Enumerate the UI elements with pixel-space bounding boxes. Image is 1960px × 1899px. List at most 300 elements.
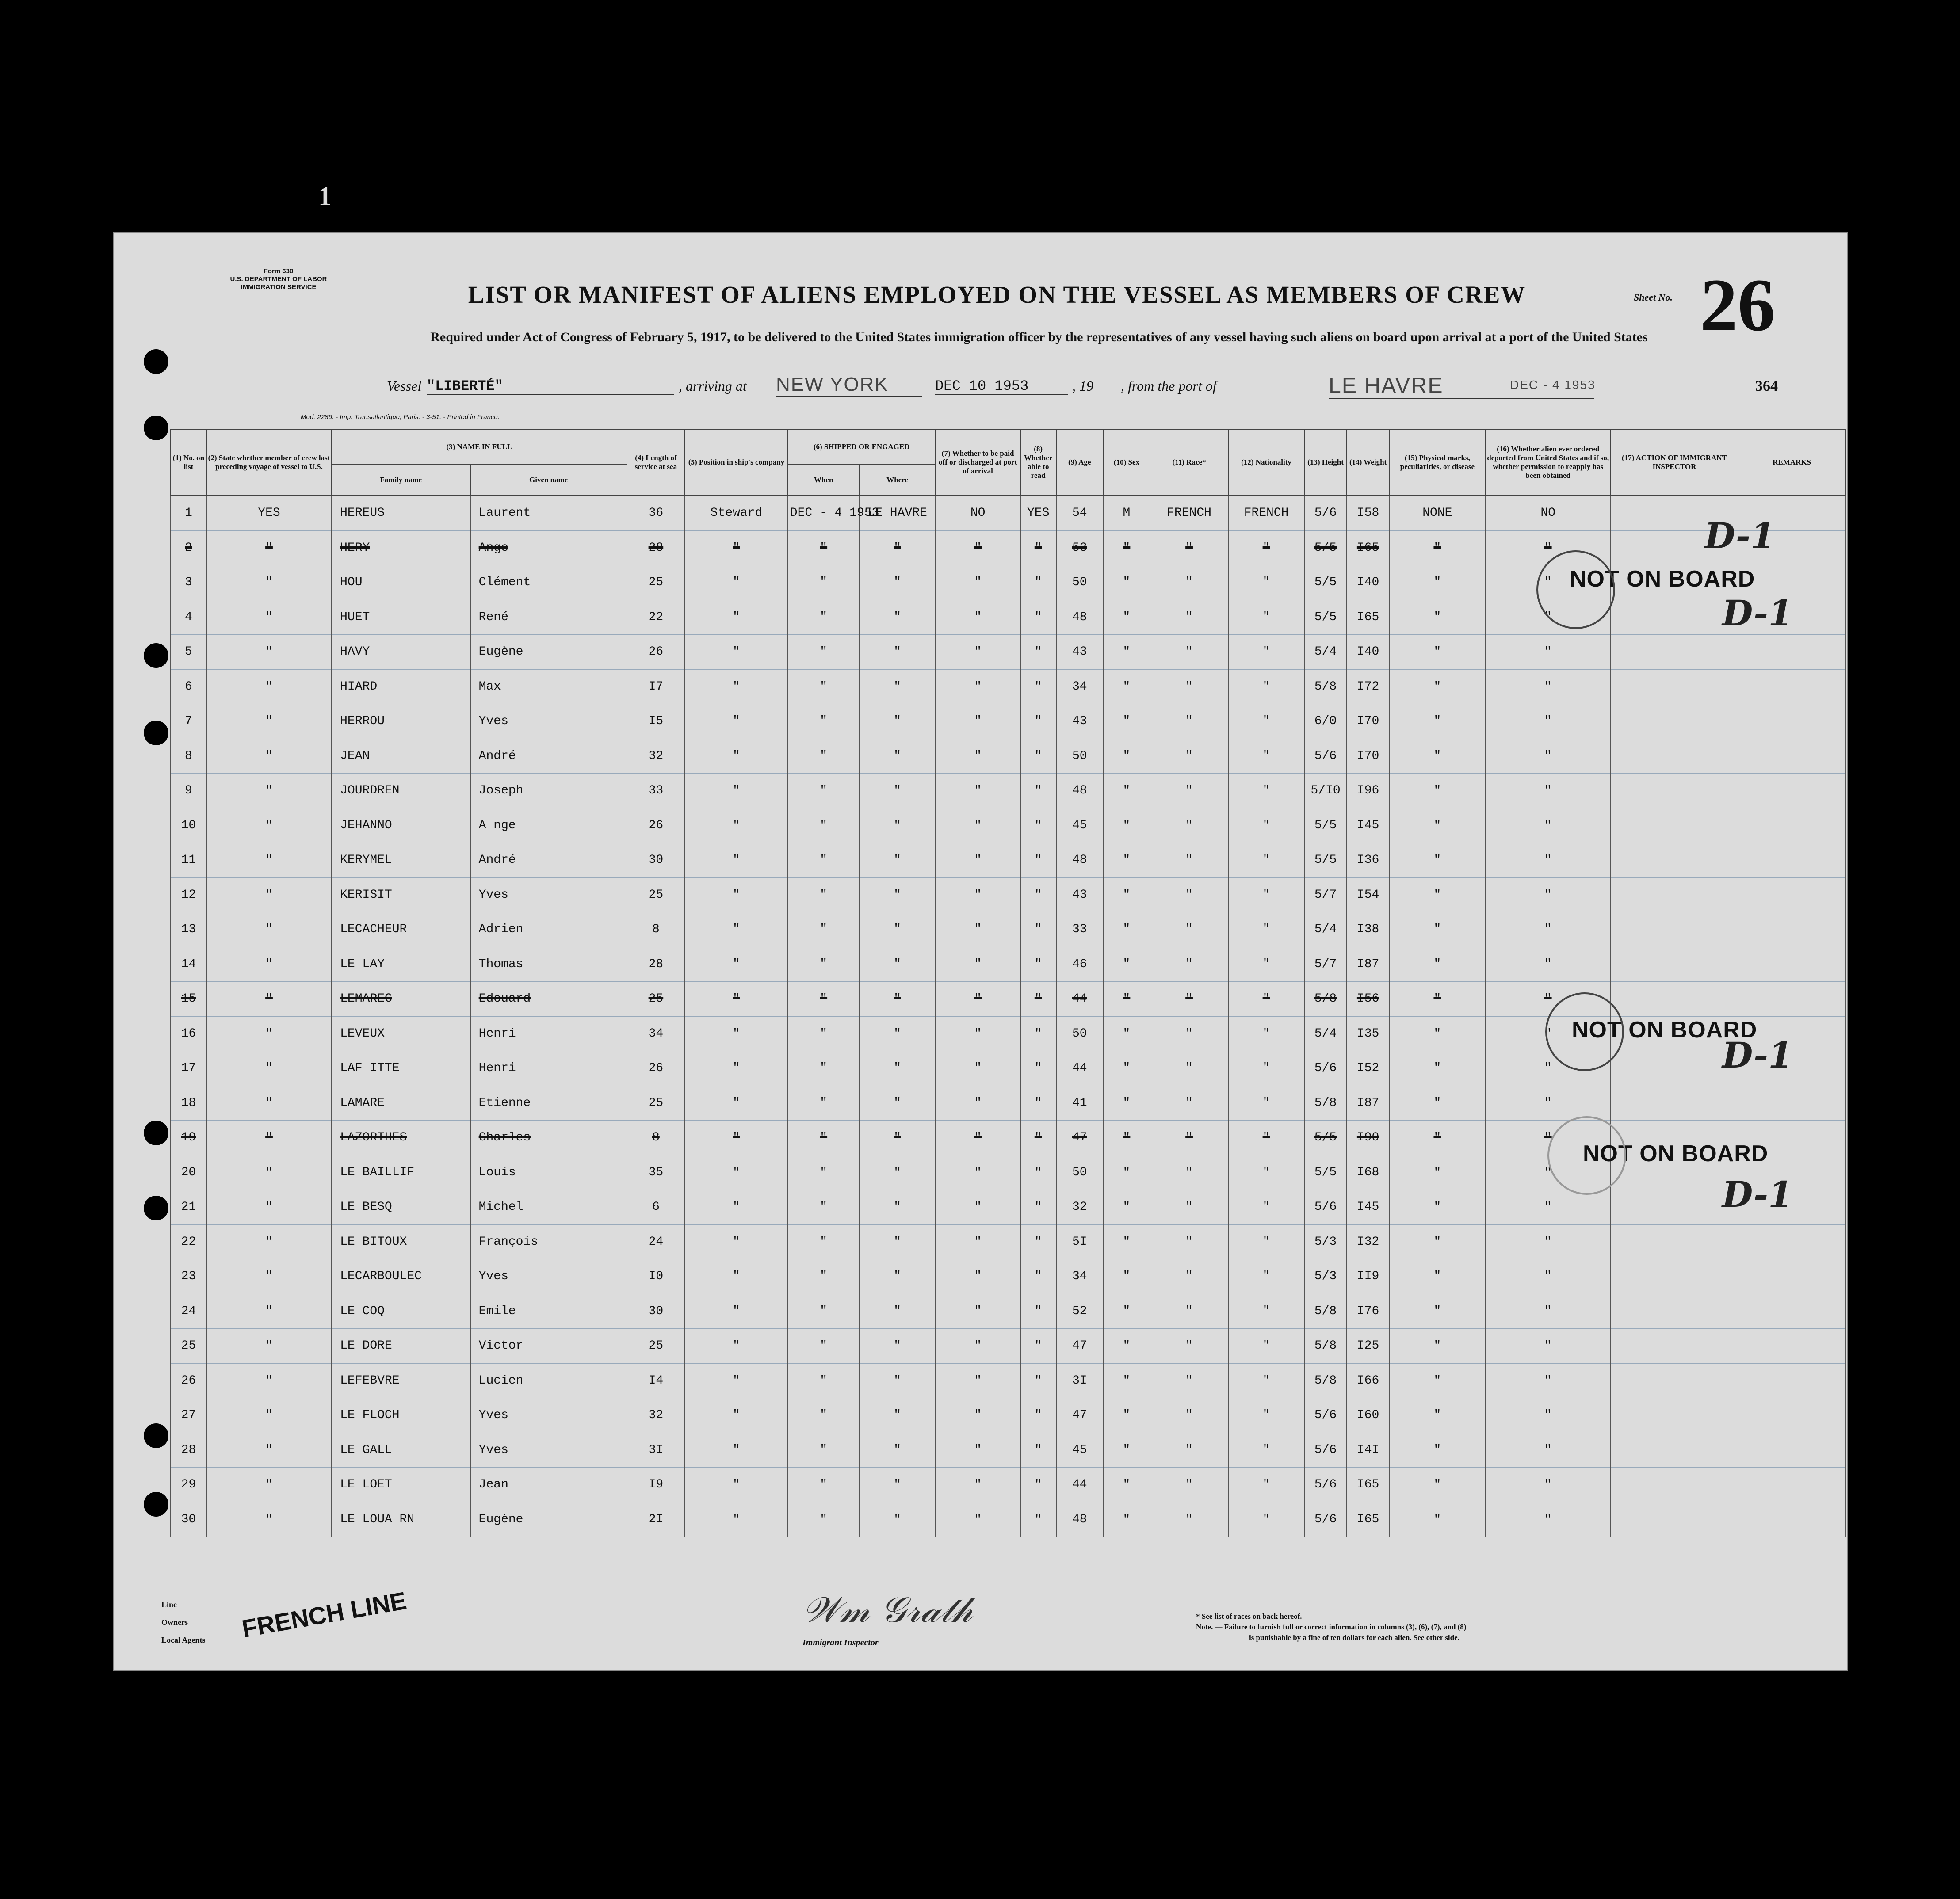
cell-no: 15 <box>171 982 206 1017</box>
cell-no: 16 <box>171 1016 206 1051</box>
cell-height: 5/3 <box>1304 1224 1347 1259</box>
cell-nat: " <box>1228 877 1304 912</box>
cell-when: " <box>788 1329 860 1364</box>
cell-paid: " <box>936 1155 1020 1190</box>
cell-remarks <box>1738 982 1845 1017</box>
cell-nat: " <box>1228 739 1304 774</box>
cell-nat: " <box>1228 1398 1304 1433</box>
crew-row <box>171 496 1845 530</box>
cell-marks: " <box>1389 635 1485 670</box>
cell-sex: " <box>1103 704 1150 739</box>
cell-weight: I65 <box>1347 530 1389 565</box>
cell-age: 44 <box>1056 982 1103 1017</box>
cell-when: " <box>788 739 860 774</box>
cell-read: " <box>1020 947 1056 982</box>
cell-remarks <box>1738 635 1845 670</box>
cell-age: 41 <box>1056 1086 1103 1121</box>
cell-family: LAMARE <box>332 1086 470 1121</box>
inspector-signature: 𝒲𝓂 𝒢𝓇𝒶𝓉𝒽 <box>802 1589 973 1630</box>
cell-service: 25 <box>627 1329 685 1364</box>
cell-sex: " <box>1103 808 1150 843</box>
cell-weight: I87 <box>1347 947 1389 982</box>
cell-sex: M <box>1103 496 1150 530</box>
cell-when: " <box>788 1121 860 1155</box>
cell-remarks <box>1738 774 1845 808</box>
cell-position: " <box>685 774 788 808</box>
cell-read: " <box>1020 1468 1056 1502</box>
crew-row <box>171 1398 1845 1433</box>
cell-deported: " <box>1486 1086 1611 1121</box>
cell-given: Michel <box>470 1190 627 1225</box>
cell-where: " <box>860 1190 936 1225</box>
cell-prev: " <box>206 1294 332 1329</box>
cell-service: 26 <box>627 635 685 670</box>
cell-where: " <box>860 1016 936 1051</box>
cell-paid: " <box>936 669 1020 704</box>
cell-age: 47 <box>1056 1121 1103 1155</box>
cell-nat: " <box>1228 982 1304 1017</box>
cell-sex: " <box>1103 1086 1150 1121</box>
cell-read: " <box>1020 982 1056 1017</box>
cell-no: 28 <box>171 1433 206 1468</box>
cell-where: " <box>860 704 936 739</box>
cell-marks: " <box>1389 982 1485 1017</box>
cell-no: 6 <box>171 669 206 704</box>
cell-race: " <box>1150 877 1228 912</box>
cell-read: " <box>1020 1329 1056 1364</box>
cell-prev: " <box>206 774 332 808</box>
cell-height: 5/5 <box>1304 1155 1347 1190</box>
not-on-board-stamp: NOT ON BOARD <box>1572 1017 1758 1043</box>
cell-read: " <box>1020 843 1056 878</box>
cell-given: Eugène <box>470 635 627 670</box>
cell-remarks <box>1738 1329 1845 1364</box>
cell-marks: " <box>1389 1502 1485 1537</box>
cell-position: " <box>685 600 788 635</box>
cell-family: HUET <box>332 600 470 635</box>
crew-row <box>171 1294 1845 1329</box>
cell-where: " <box>860 1468 936 1502</box>
crew-row <box>171 1433 1845 1468</box>
cell-family: LE GALL <box>332 1433 470 1468</box>
cell-race: " <box>1150 600 1228 635</box>
cell-marks: " <box>1389 1155 1485 1190</box>
cell-position: " <box>685 704 788 739</box>
cell-weight: I70 <box>1347 739 1389 774</box>
cell-given: A nge <box>470 808 627 843</box>
cell-position: " <box>685 739 788 774</box>
cell-no: 14 <box>171 947 206 982</box>
cell-paid: " <box>936 912 1020 947</box>
cell-where: " <box>860 877 936 912</box>
cell-read: " <box>1020 774 1056 808</box>
cell-family: LAF ITTE <box>332 1051 470 1086</box>
cell-when: " <box>788 635 860 670</box>
col-header-family-name: Family name <box>332 465 470 496</box>
cell-given: Yves <box>470 1398 627 1433</box>
cell-nat: " <box>1228 1051 1304 1086</box>
col-header-name: (3) NAME IN FULL <box>332 429 627 465</box>
punch-hole <box>144 643 168 668</box>
year-label: , 19 <box>1072 378 1093 394</box>
cell-nat: FRENCH <box>1228 496 1304 530</box>
cell-deported: " <box>1486 739 1611 774</box>
cell-where: " <box>860 1433 936 1468</box>
handwritten-d1: D-1 <box>1722 1034 1793 1076</box>
cell-weight: I45 <box>1347 1190 1389 1225</box>
cell-marks: " <box>1389 704 1485 739</box>
cell-paid: " <box>936 1294 1020 1329</box>
cell-given: Lucien <box>470 1363 627 1398</box>
cell-nat: " <box>1228 1502 1304 1537</box>
cell-weight: I54 <box>1347 877 1389 912</box>
cell-paid: " <box>936 947 1020 982</box>
cell-service: 36 <box>627 496 685 530</box>
col-header-paid-off: (7) Whether to be paid off or discharged at port of arrival <box>936 429 1020 496</box>
cell-when: " <box>788 1398 860 1433</box>
cell-family: LEFEBVRE <box>332 1363 470 1398</box>
cell-sex: " <box>1103 635 1150 670</box>
cell-height: 5/6 <box>1304 739 1347 774</box>
cell-action <box>1611 704 1738 739</box>
cell-family: KERISIT <box>332 877 470 912</box>
cell-family: LE LOET <box>332 1468 470 1502</box>
cell-position: " <box>685 1468 788 1502</box>
form-tag: Form 630 U.S. DEPARTMENT OF LABOR IMMIGRATION SERVICE <box>230 267 327 291</box>
cell-weight: I52 <box>1347 1051 1389 1086</box>
cell-weight: I87 <box>1347 1086 1389 1121</box>
cell-read: " <box>1020 1433 1056 1468</box>
cell-weight: I70 <box>1347 704 1389 739</box>
cell-family: HEREUS <box>332 496 470 530</box>
cell-family: HOU <box>332 565 470 600</box>
cell-service: 30 <box>627 1294 685 1329</box>
cell-where: " <box>860 669 936 704</box>
cell-service: 8 <box>627 1121 685 1155</box>
cell-height: 5/6 <box>1304 1468 1347 1502</box>
cell-no: 12 <box>171 877 206 912</box>
cell-given: Victor <box>470 1329 627 1364</box>
cell-age: 50 <box>1056 1016 1103 1051</box>
cell-service: 33 <box>627 774 685 808</box>
cell-read: " <box>1020 1051 1056 1086</box>
cell-race: " <box>1150 1155 1228 1190</box>
cell-read: " <box>1020 600 1056 635</box>
consulate-stamp <box>1547 1116 1626 1195</box>
cell-prev: " <box>206 1016 332 1051</box>
arriving-label: , arriving at <box>679 378 747 394</box>
cell-sex: " <box>1103 1433 1150 1468</box>
col-header-action: (17) ACTION OF IMMIGRANT INSPECTOR <box>1611 429 1738 496</box>
cell-action <box>1611 1086 1738 1121</box>
cell-sex: " <box>1103 1259 1150 1294</box>
cell-where: " <box>860 600 936 635</box>
cell-prev: " <box>206 1051 332 1086</box>
cell-when: " <box>788 1190 860 1225</box>
cell-deported: " <box>1486 808 1611 843</box>
cell-prev: " <box>206 947 332 982</box>
cell-weight: I66 <box>1347 1363 1389 1398</box>
cell-paid: " <box>936 1016 1020 1051</box>
cell-nat: " <box>1228 1259 1304 1294</box>
cell-nat: " <box>1228 843 1304 878</box>
cell-family: LE LOUA RN <box>332 1502 470 1537</box>
cell-weight: I65 <box>1347 1468 1389 1502</box>
cell-read: " <box>1020 530 1056 565</box>
cell-action <box>1611 1363 1738 1398</box>
cell-action <box>1611 1051 1738 1086</box>
cell-position: " <box>685 1294 788 1329</box>
cell-read: " <box>1020 1190 1056 1225</box>
cell-age: 44 <box>1056 1468 1103 1502</box>
crew-row <box>171 1363 1845 1398</box>
cell-marks: " <box>1389 1190 1485 1225</box>
cell-marks: " <box>1389 808 1485 843</box>
cell-given: René <box>470 600 627 635</box>
vessel-name: "LIBERTÉ" <box>427 378 674 395</box>
cell-position: " <box>685 1398 788 1433</box>
cell-marks: " <box>1389 843 1485 878</box>
cell-deported: " <box>1486 1502 1611 1537</box>
cell-nat: " <box>1228 704 1304 739</box>
cell-given: Yves <box>470 877 627 912</box>
cell-deported: " <box>1486 565 1611 600</box>
cell-height: 5/6 <box>1304 1433 1347 1468</box>
cell-deported: " <box>1486 877 1611 912</box>
cell-paid: " <box>936 1468 1020 1502</box>
cell-prev: YES <box>206 496 332 530</box>
cell-where: " <box>860 774 936 808</box>
cell-given: Joseph <box>470 774 627 808</box>
cell-where: " <box>860 530 936 565</box>
cell-service: 34 <box>627 1016 685 1051</box>
cell-service: I7 <box>627 669 685 704</box>
cell-race: " <box>1150 1190 1228 1225</box>
punch-hole <box>144 349 168 374</box>
cell-height: 5/8 <box>1304 1294 1347 1329</box>
cell-sex: " <box>1103 1468 1150 1502</box>
cell-where: " <box>860 1259 936 1294</box>
cell-where: " <box>860 843 936 878</box>
cell-sex: " <box>1103 1121 1150 1155</box>
cell-position: " <box>685 912 788 947</box>
arrival-date: DEC 10 1953 <box>935 378 1068 395</box>
cell-service: 32 <box>627 739 685 774</box>
cell-deported: " <box>1486 1433 1611 1468</box>
cell-position: " <box>685 1155 788 1190</box>
cell-given: Ange <box>470 530 627 565</box>
cell-action <box>1611 982 1738 1017</box>
arriving-port: NEW YORK <box>776 374 922 397</box>
cell-age: 50 <box>1056 1155 1103 1190</box>
cell-when: " <box>788 1468 860 1502</box>
cell-paid: " <box>936 774 1020 808</box>
cell-marks: " <box>1389 1259 1485 1294</box>
crew-row <box>171 739 1845 774</box>
cell-remarks <box>1738 1224 1845 1259</box>
cell-height: 5/5 <box>1304 1121 1347 1155</box>
cell-read: " <box>1020 704 1056 739</box>
cell-height: 5/5 <box>1304 565 1347 600</box>
cell-action <box>1611 912 1738 947</box>
cell-deported: " <box>1486 669 1611 704</box>
cell-deported: NO <box>1486 496 1611 530</box>
from-port: LE HAVRE <box>1329 373 1594 399</box>
cell-given: Eugène <box>470 1502 627 1537</box>
cell-position: " <box>685 808 788 843</box>
footer-labels: Line Owners Local Agents <box>161 1600 206 1644</box>
cell-action <box>1611 808 1738 843</box>
cell-read: " <box>1020 1259 1056 1294</box>
cell-age: 47 <box>1056 1398 1103 1433</box>
not-on-board-stamp: NOT ON BOARD <box>1570 566 1755 592</box>
cell-race: " <box>1150 1502 1228 1537</box>
cell-no: 1 <box>171 496 206 530</box>
cell-where: " <box>860 808 936 843</box>
cell-age: 48 <box>1056 1502 1103 1537</box>
cell-service: 25 <box>627 982 685 1017</box>
cell-family: LE BAILLIF <box>332 1155 470 1190</box>
cell-no: 7 <box>171 704 206 739</box>
cell-sex: " <box>1103 600 1150 635</box>
cell-where: " <box>860 635 936 670</box>
cell-nat: " <box>1228 600 1304 635</box>
cell-height: 5/6 <box>1304 496 1347 530</box>
cell-no: 10 <box>171 808 206 843</box>
cell-position: " <box>685 635 788 670</box>
cell-sex: " <box>1103 530 1150 565</box>
cell-given: Max <box>470 669 627 704</box>
cell-where: " <box>860 1363 936 1398</box>
cell-height: 5/8 <box>1304 669 1347 704</box>
cell-race: " <box>1150 1294 1228 1329</box>
cell-marks: NONE <box>1389 496 1485 530</box>
col-header-read: (8) Whether able to read <box>1020 429 1056 496</box>
cell-height: 5/6 <box>1304 1502 1347 1537</box>
cell-nat: " <box>1228 1433 1304 1468</box>
cell-no: 20 <box>171 1155 206 1190</box>
cell-action <box>1611 947 1738 982</box>
cell-when: " <box>788 704 860 739</box>
cell-race: " <box>1150 1398 1228 1433</box>
cell-age: 5I <box>1056 1224 1103 1259</box>
cell-prev: " <box>206 704 332 739</box>
manifest-subtitle: Required under Act of Congress of February 5, 1917, to be delivered to the United States immigration officer by the representatives of any vessel having such aliens on board upon arrival at a port of the United States <box>430 330 1648 344</box>
cell-where: " <box>860 1051 936 1086</box>
cell-family: LE DORE <box>332 1329 470 1364</box>
cell-deported: " <box>1486 1259 1611 1294</box>
cell-weight: I38 <box>1347 912 1389 947</box>
cell-read: " <box>1020 1363 1056 1398</box>
cell-prev: " <box>206 1468 332 1502</box>
cell-paid: " <box>936 877 1020 912</box>
cell-height: 5/8 <box>1304 1363 1347 1398</box>
cell-given: Charles <box>470 1121 627 1155</box>
cell-position: " <box>685 1259 788 1294</box>
cell-marks: " <box>1389 1329 1485 1364</box>
handwritten-d1: D-1 <box>1722 1174 1793 1215</box>
cell-deported: " <box>1486 843 1611 878</box>
cell-race: " <box>1150 1329 1228 1364</box>
cell-age: 54 <box>1056 496 1103 530</box>
cell-marks: " <box>1389 1224 1485 1259</box>
cell-service: 25 <box>627 877 685 912</box>
cell-nat: " <box>1228 808 1304 843</box>
cell-position: " <box>685 1329 788 1364</box>
cell-no: 17 <box>171 1051 206 1086</box>
cell-family: LE COQ <box>332 1294 470 1329</box>
cell-remarks <box>1738 1398 1845 1433</box>
cell-paid: " <box>936 1086 1020 1121</box>
cell-marks: " <box>1389 1468 1485 1502</box>
cell-remarks <box>1738 1259 1845 1294</box>
cell-family: LECARBOULEC <box>332 1259 470 1294</box>
consulate-stamp <box>1545 992 1624 1071</box>
cell-family: HERY <box>332 530 470 565</box>
cell-race: " <box>1150 982 1228 1017</box>
sheet-number: 26 <box>1700 263 1775 347</box>
col-header-shipped: (6) SHIPPED OR ENGAGED <box>788 429 936 465</box>
cell-height: 5/5 <box>1304 530 1347 565</box>
cell-prev: " <box>206 739 332 774</box>
cell-remarks <box>1738 912 1845 947</box>
cell-remarks <box>1738 1433 1845 1468</box>
cell-deported: " <box>1486 1016 1611 1051</box>
cell-nat: " <box>1228 1294 1304 1329</box>
cell-family: LE FLOCH <box>332 1398 470 1433</box>
col-header-height: (13) Height <box>1304 429 1347 496</box>
crew-row <box>171 1468 1845 1502</box>
cell-weight: I25 <box>1347 1329 1389 1364</box>
cell-service: 25 <box>627 1086 685 1121</box>
cell-prev: " <box>206 877 332 912</box>
cell-service: I5 <box>627 704 685 739</box>
cell-action <box>1611 1329 1738 1364</box>
cell-position: " <box>685 982 788 1017</box>
cell-read: " <box>1020 669 1056 704</box>
crew-row <box>171 1329 1845 1364</box>
cell-when: " <box>788 1433 860 1468</box>
company-stamp: FRENCH LINE <box>240 1586 409 1643</box>
cell-when: " <box>788 1086 860 1121</box>
cell-read: " <box>1020 1086 1056 1121</box>
inspector-label: Immigrant Inspector <box>802 1638 879 1647</box>
cell-paid: " <box>936 739 1020 774</box>
cell-paid: " <box>936 1190 1020 1225</box>
cell-action <box>1611 1433 1738 1468</box>
cell-nat: " <box>1228 1121 1304 1155</box>
cell-when: " <box>788 600 860 635</box>
cell-no: 23 <box>171 1259 206 1294</box>
cell-paid: " <box>936 635 1020 670</box>
cell-read: " <box>1020 565 1056 600</box>
cell-sex: " <box>1103 912 1150 947</box>
cell-prev: " <box>206 600 332 635</box>
cell-prev: " <box>206 982 332 1017</box>
cell-where: " <box>860 1502 936 1537</box>
cell-race: " <box>1150 565 1228 600</box>
cell-when: " <box>788 774 860 808</box>
cell-service: I0 <box>627 1259 685 1294</box>
consulate-stamp <box>1536 550 1615 629</box>
col-header-given-name: Given name <box>470 465 627 496</box>
cell-prev: " <box>206 1329 332 1364</box>
cell-sex: " <box>1103 1051 1150 1086</box>
cell-age: 43 <box>1056 877 1103 912</box>
cell-family: LE BITOUX <box>332 1224 470 1259</box>
cell-read: " <box>1020 912 1056 947</box>
cell-position: Steward <box>685 496 788 530</box>
